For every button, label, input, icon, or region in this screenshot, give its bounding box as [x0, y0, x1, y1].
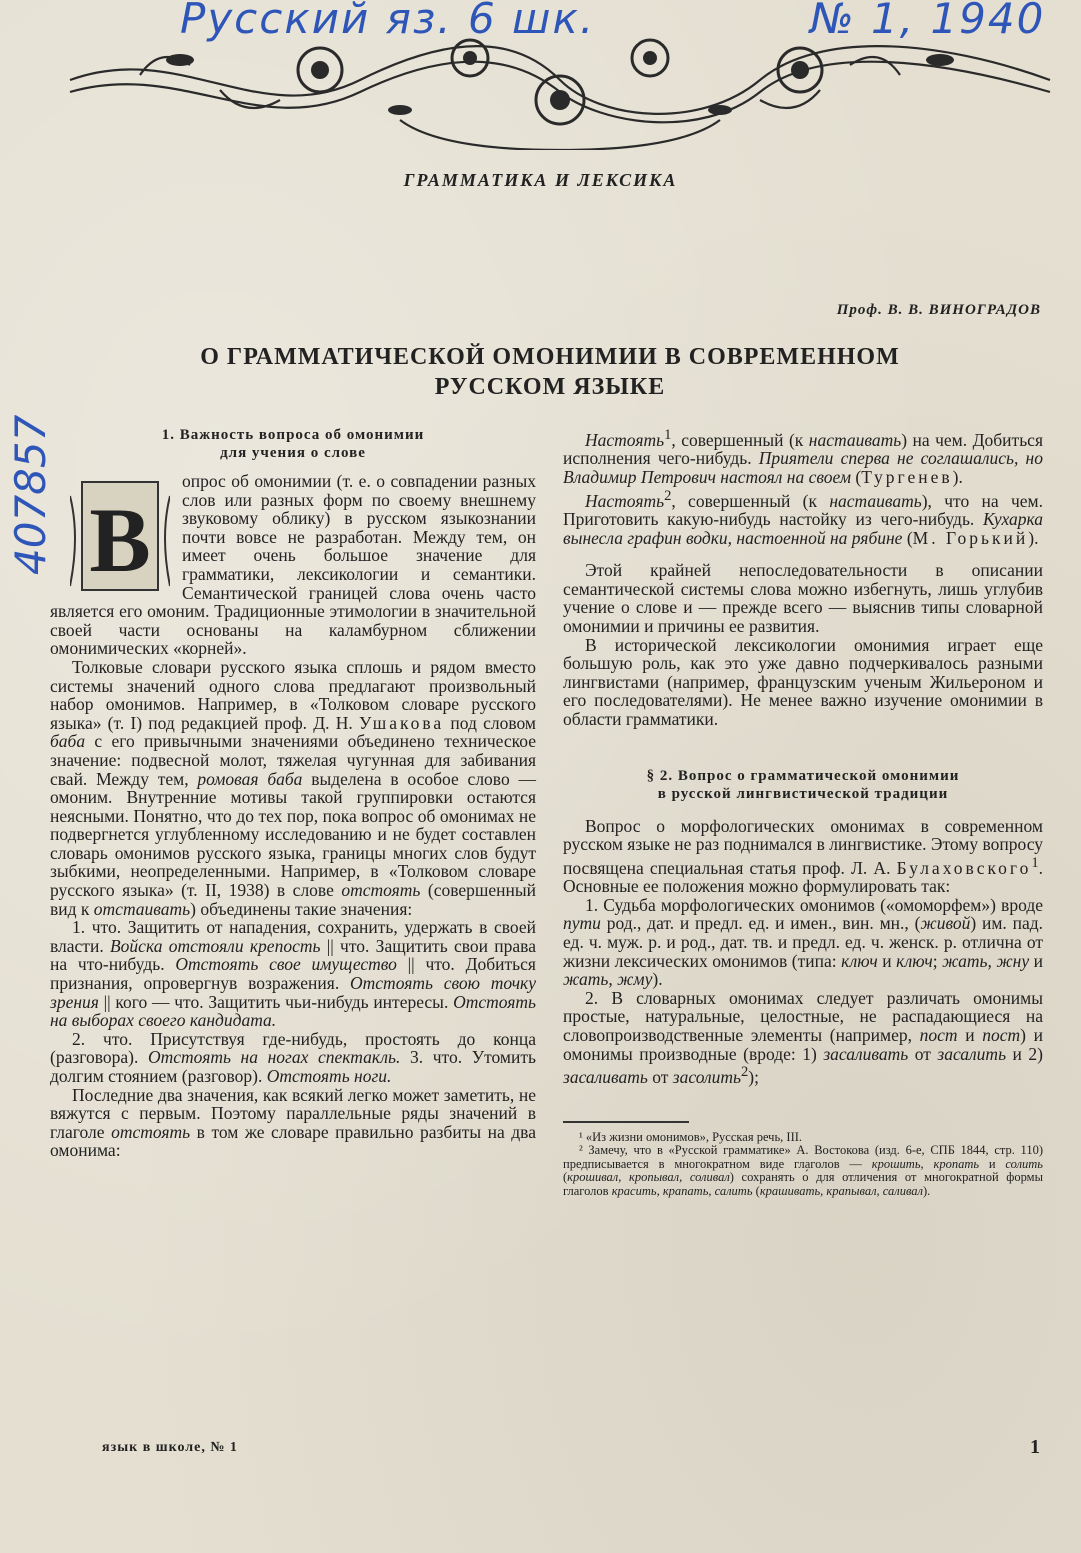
page-number: 1 [1030, 1436, 1040, 1458]
paragraph: Толковые словари русского языка сплошь и рядом вместо системы значений одного слова предлагают произвольный набор омонимов. Например, в «Толковом словаре русского языка» (т. I) под редакцией проф. Д. Н. Ушакова под словом баба с его привычными значениями объединено техническое значение: подвесной молот, тяжелая чугунная для забивания свай. Между тем, ромовая баба выделена в особое слово — омоним. Внутренние мотивы такой группировки остаются неясными. Понятно, что до тех пор, пока вопрос об омонимах не подвергнется углубленному исследованию и не будет составлен словарь омонимов русского языка, границы многих слов будут зыбкими, неопределенными. Например, в «Толковом словаре русского языка» (т. II, 1938) в слове отстоять (совершенный вид к отстаивать) объединены такие значения: [50, 656, 537, 919]
left-column [50, 426, 536, 1160]
section-heading: ГРАММАТИКА И ЛЕКСИКА [403, 170, 678, 190]
paragraph: В исторической лексикологии омонимия играет еще большую роль, как это уже давно подчеркивалось разными лингвистами (например, французским ученым Жильероном и его последователями). Не менее важно изучение омонимии в области грамматики. [563, 634, 1043, 729]
article-title-line-1: О ГРАММАТИЧЕСКОЙ ОМОНИМИИ В СОВРЕМЕННОМ [200, 344, 900, 370]
paragraph: опрос об омонимии (т. е. о совпадении разных слов или разных форм по своему внешнему звуковому облику) в русском языкознании почти вовсе не разработан. Между тем, он имеет очень большое значение для грамматики, лексикологии и семантики. Семантической границей слова очень часто является его омоним. Традиционные этимологии в значительной своей части основаны на каламбурном сближении омонимических «корней». [50, 471, 536, 659]
paragraph: Вопрос о морфологических омонимах в современном русском языке не раз поднимался в лингвистике. Этому вопросу посвящена специальная статья проф. Л. А. Булаховского$^1$. Основные ее положения можно формулировать так: [563, 815, 1043, 897]
journal-footer: язык в школе, № 1 [102, 1440, 238, 1455]
right-column [563, 426, 1043, 1198]
footnote: ¹ «Из жизни омонимов», Русская речь, III. [579, 1129, 803, 1144]
dictionary-entry: Настоять$^2$, совершенный (к настаивать), что на чем. Приготовить какую-нибудь настойку из чего-нибудь. Кухарка вынесла графин водки, настоенной на рябине (М. Горький). [563, 487, 1044, 548]
definition-item: 1. что. Защитить от нападения, сохранить, удержать в своей власти. Войска отстояли крепость || что. Защитить свои права на что-нибудь. Отстоять свое имущество || что. Добиться признания, опровергнув возражения. Отстоять свою точку зрения || кого — что. Защитить чьи-нибудь интересы. Отстоять на выборах своего кандидата. [50, 917, 536, 1031]
section-1-heading-line-2: для учения о слове [220, 445, 366, 461]
numbered-point: 2. В словарных омонимах следует различать омонимы простые, натуральные, целостные, не распадающиеся на словопроизводственные элементы (например, пост и пост) и омонимы производные (вроде: 1) засаливать от засалить и 2) засаливать от засолить$^2$); [563, 987, 1043, 1087]
footnote-divider [563, 1121, 689, 1123]
section-2-heading-line-1: § 2. Вопрос о грамматической омонимии [646, 767, 960, 784]
floral-ornament-header [60, 20, 1060, 150]
article-title-line-2: РУССКОМ ЯЗЫКЕ [434, 374, 666, 400]
section-2-heading [563, 767, 1043, 803]
handwritten-inventory-number: 407857 [6, 414, 55, 576]
dictionary-entry: Настоять$^1$, совершенный (к настаивать) на чем. Добиться исполнения чего-нибудь. Приятели сперва не соглашались, но Владимир Петрович настоял на своем (Тургенев). [563, 427, 1043, 488]
definition-item: 2. что. Присутствуя где-нибудь, простоять до конца (разговора). Отстоять на ногах спектакль. 3. что. Утомить долгим стоянием (разговор). Отстоять ноги. [50, 1028, 537, 1086]
numbered-point: 1. Судьба морфологических омонимов («омоморфем») вроде пути род., дат. и предл. ед. и имен., вин. мн., (живой) им. пад. ед. ч. муж. р. и род., дат. тв. и предл. ед. ч. женск. р. отлична от жизни лексических омонимов (типа: ключ и ключ; жать, жну и жать, жму). [563, 894, 1043, 990]
article-title [100, 342, 1000, 402]
drop-cap-letter-V [70, 476, 170, 596]
footnote: ² Замечу, что в «Русской грамматике» А. Востокова (изд. 6-е, СПБ 1844, стр. 110) предписывается в многократном виде глаголов — крошить, кропать и солить (крошивал, кропывал, соливал) сохранять о́ для отличения от многократной формы глаголов красить, крапать, салить (крашивать, крапывал, саливал). [563, 1143, 1043, 1198]
section-2-heading-line-2: в русской лингвистической традиции [657, 785, 949, 802]
drop-cap-glyph: В [89, 489, 151, 591]
handwritten-journal-label: Русский яз. 6 шк. [180, 0, 596, 43]
section-1-heading [50, 426, 536, 462]
paragraph: Последние два значения, как всякий легко может заметить, не вяжутся с первым. Поэтому параллельные ряды значений в глаголе отстоять в том же словаре правильно разбиты на два омонима: [50, 1084, 536, 1161]
handwritten-issue-label: № 1, 1940 [810, 0, 1046, 43]
section-1-heading-line-1: 1. Важность вопроса об омонимии [161, 427, 425, 443]
article-author: Проф. В. В. ВИНОГРАДОВ [836, 302, 1041, 318]
paragraph: Этой крайней непоследовательности в описании семантической системы слова можно избегнуть, лишь углубив учение о слове и — прежде всего — выяснив типы словарной омонимии и причины ее развития. [563, 560, 1043, 636]
